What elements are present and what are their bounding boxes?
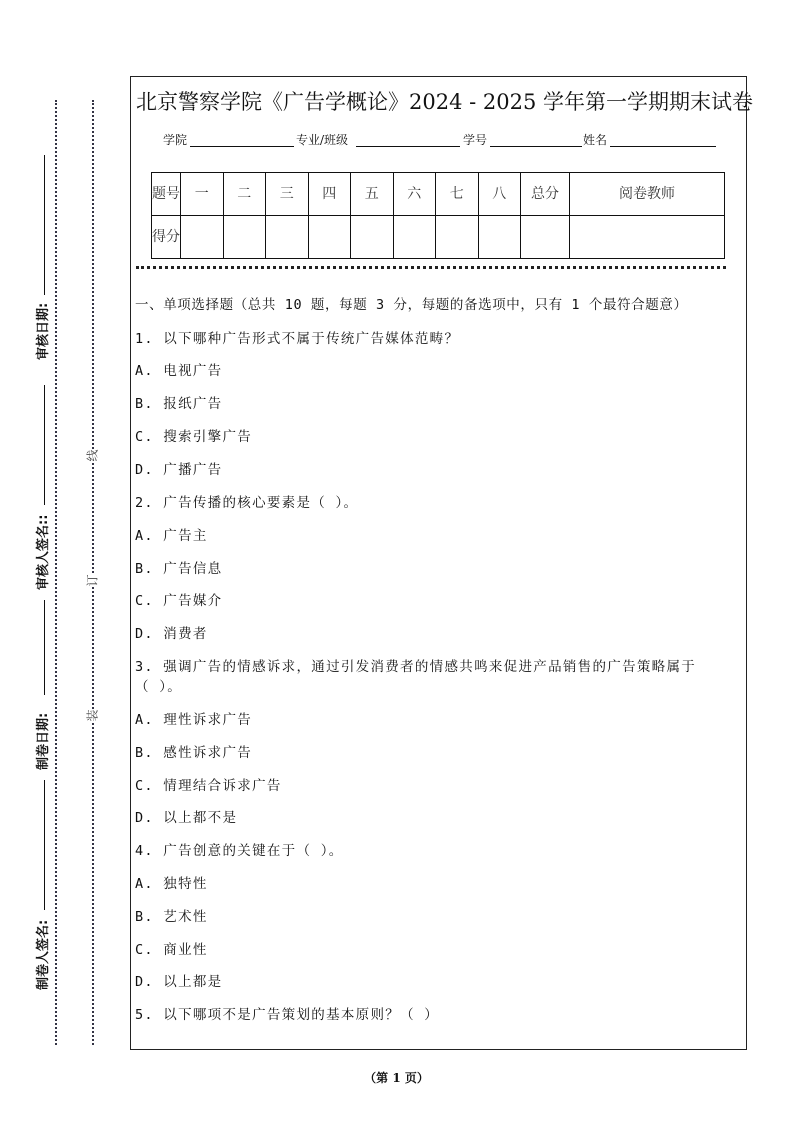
question-stem: 5. 以下哪项不是广告策划的基本原则？（ ） (135, 1007, 440, 1023)
name-label: 姓名 (583, 133, 608, 147)
binding-dotted-line (92, 100, 94, 1045)
major-label: 专业/班级 (296, 133, 349, 147)
binding-mark-zhuang: 装 (85, 709, 100, 722)
col-header: 五 (351, 173, 394, 216)
col-header: 六 (393, 173, 436, 216)
student-id-label: 学号 (463, 133, 488, 147)
question-stem: 3. 强调广告的情感诉求，通过引发消费者的情感共鸣来促进产品销售的广告策略属于 (135, 659, 697, 675)
reviewer-sign-line (44, 385, 45, 505)
answer-option: D. 以上都不是 (135, 810, 238, 826)
score-cell[interactable] (308, 216, 351, 259)
answer-option: （ ）。 (135, 679, 183, 695)
review-date-label: 审核日期: (36, 302, 51, 360)
col-header: 二 (223, 173, 266, 216)
col-header-grader: 阅卷教师 (570, 173, 725, 216)
maker-sign-label: 制卷人签名: (36, 919, 51, 990)
score-cell[interactable] (223, 216, 266, 259)
answer-option: A. 独特性 (135, 876, 208, 892)
section-heading: 一、单项选择题（总共 10 题，每题 3 分，每题的备选项中，只有 1 个最符合题意） (135, 297, 688, 313)
score-cell[interactable] (436, 216, 479, 259)
score-cell[interactable] (478, 216, 521, 259)
answer-option: A. 电视广告 (135, 363, 223, 379)
answer-option: D. 消费者 (135, 626, 208, 642)
question-stem: 1. 以下哪种广告形式不属于传统广告媒体范畴？ (135, 331, 460, 347)
answer-option: A. 广告主 (135, 528, 208, 544)
answer-option: B. 报纸广告 (135, 396, 223, 412)
college-field[interactable] (190, 146, 294, 147)
answer-option: D. 以上都是 (135, 974, 223, 990)
col-header: 三 (266, 173, 309, 216)
binding-mark-ding: 订 (85, 574, 100, 587)
answer-option: B. 广告信息 (135, 561, 223, 577)
page-number: （第 1 页） (364, 1071, 429, 1085)
major-field[interactable] (356, 146, 460, 147)
score-cell[interactable] (266, 216, 309, 259)
student-id-field[interactable] (490, 146, 582, 147)
answer-option: B. 感性诉求广告 (135, 745, 253, 761)
answer-option: C. 情理结合诉求广告 (135, 778, 282, 794)
review-date-line (44, 155, 45, 295)
score-cell[interactable] (570, 216, 725, 259)
reviewer-sign-label: 审核人签名:: (36, 514, 51, 590)
question-stem: 4. 广告创意的关键在于（ ）。 (135, 843, 344, 859)
score-cell[interactable] (181, 216, 224, 259)
score-cell[interactable] (351, 216, 394, 259)
maker-date-line (44, 780, 45, 910)
answer-option: C. 商业性 (135, 942, 208, 958)
col-header: 七 (436, 173, 479, 216)
binding-mark-xian: 线 (85, 449, 100, 462)
col-header-total: 总分 (521, 173, 570, 216)
maker-date-label: 制卷日期: (36, 712, 51, 770)
answer-option: D. 广播广告 (135, 462, 223, 478)
score-cell[interactable] (393, 216, 436, 259)
col-header: 八 (478, 173, 521, 216)
college-label: 学院 (163, 133, 188, 147)
answer-option: A. 理性诉求广告 (135, 712, 253, 728)
score-table (151, 172, 725, 259)
score-cell[interactable] (521, 216, 570, 259)
score-row-header: 得分 (152, 216, 181, 259)
question-stem: 2. 广告传播的核心要素是（ ）。 (135, 495, 359, 511)
answer-option: C. 广告媒介 (135, 593, 223, 609)
answer-option: C. 搜索引擎广告 (135, 429, 253, 445)
exam-title: 北京警察学院《广告学概论》2024 - 2025 学年第一学期期末试卷 (136, 90, 754, 114)
col-header: 四 (308, 173, 351, 216)
dotted-separator (136, 266, 726, 269)
margin-dotted-line (55, 100, 57, 1045)
answer-option: B. 艺术性 (135, 909, 208, 925)
question-number-header: 题号 (152, 173, 181, 216)
name-field[interactable] (610, 146, 716, 147)
maker-sign-line-upper (44, 600, 45, 695)
col-header: 一 (181, 173, 224, 216)
